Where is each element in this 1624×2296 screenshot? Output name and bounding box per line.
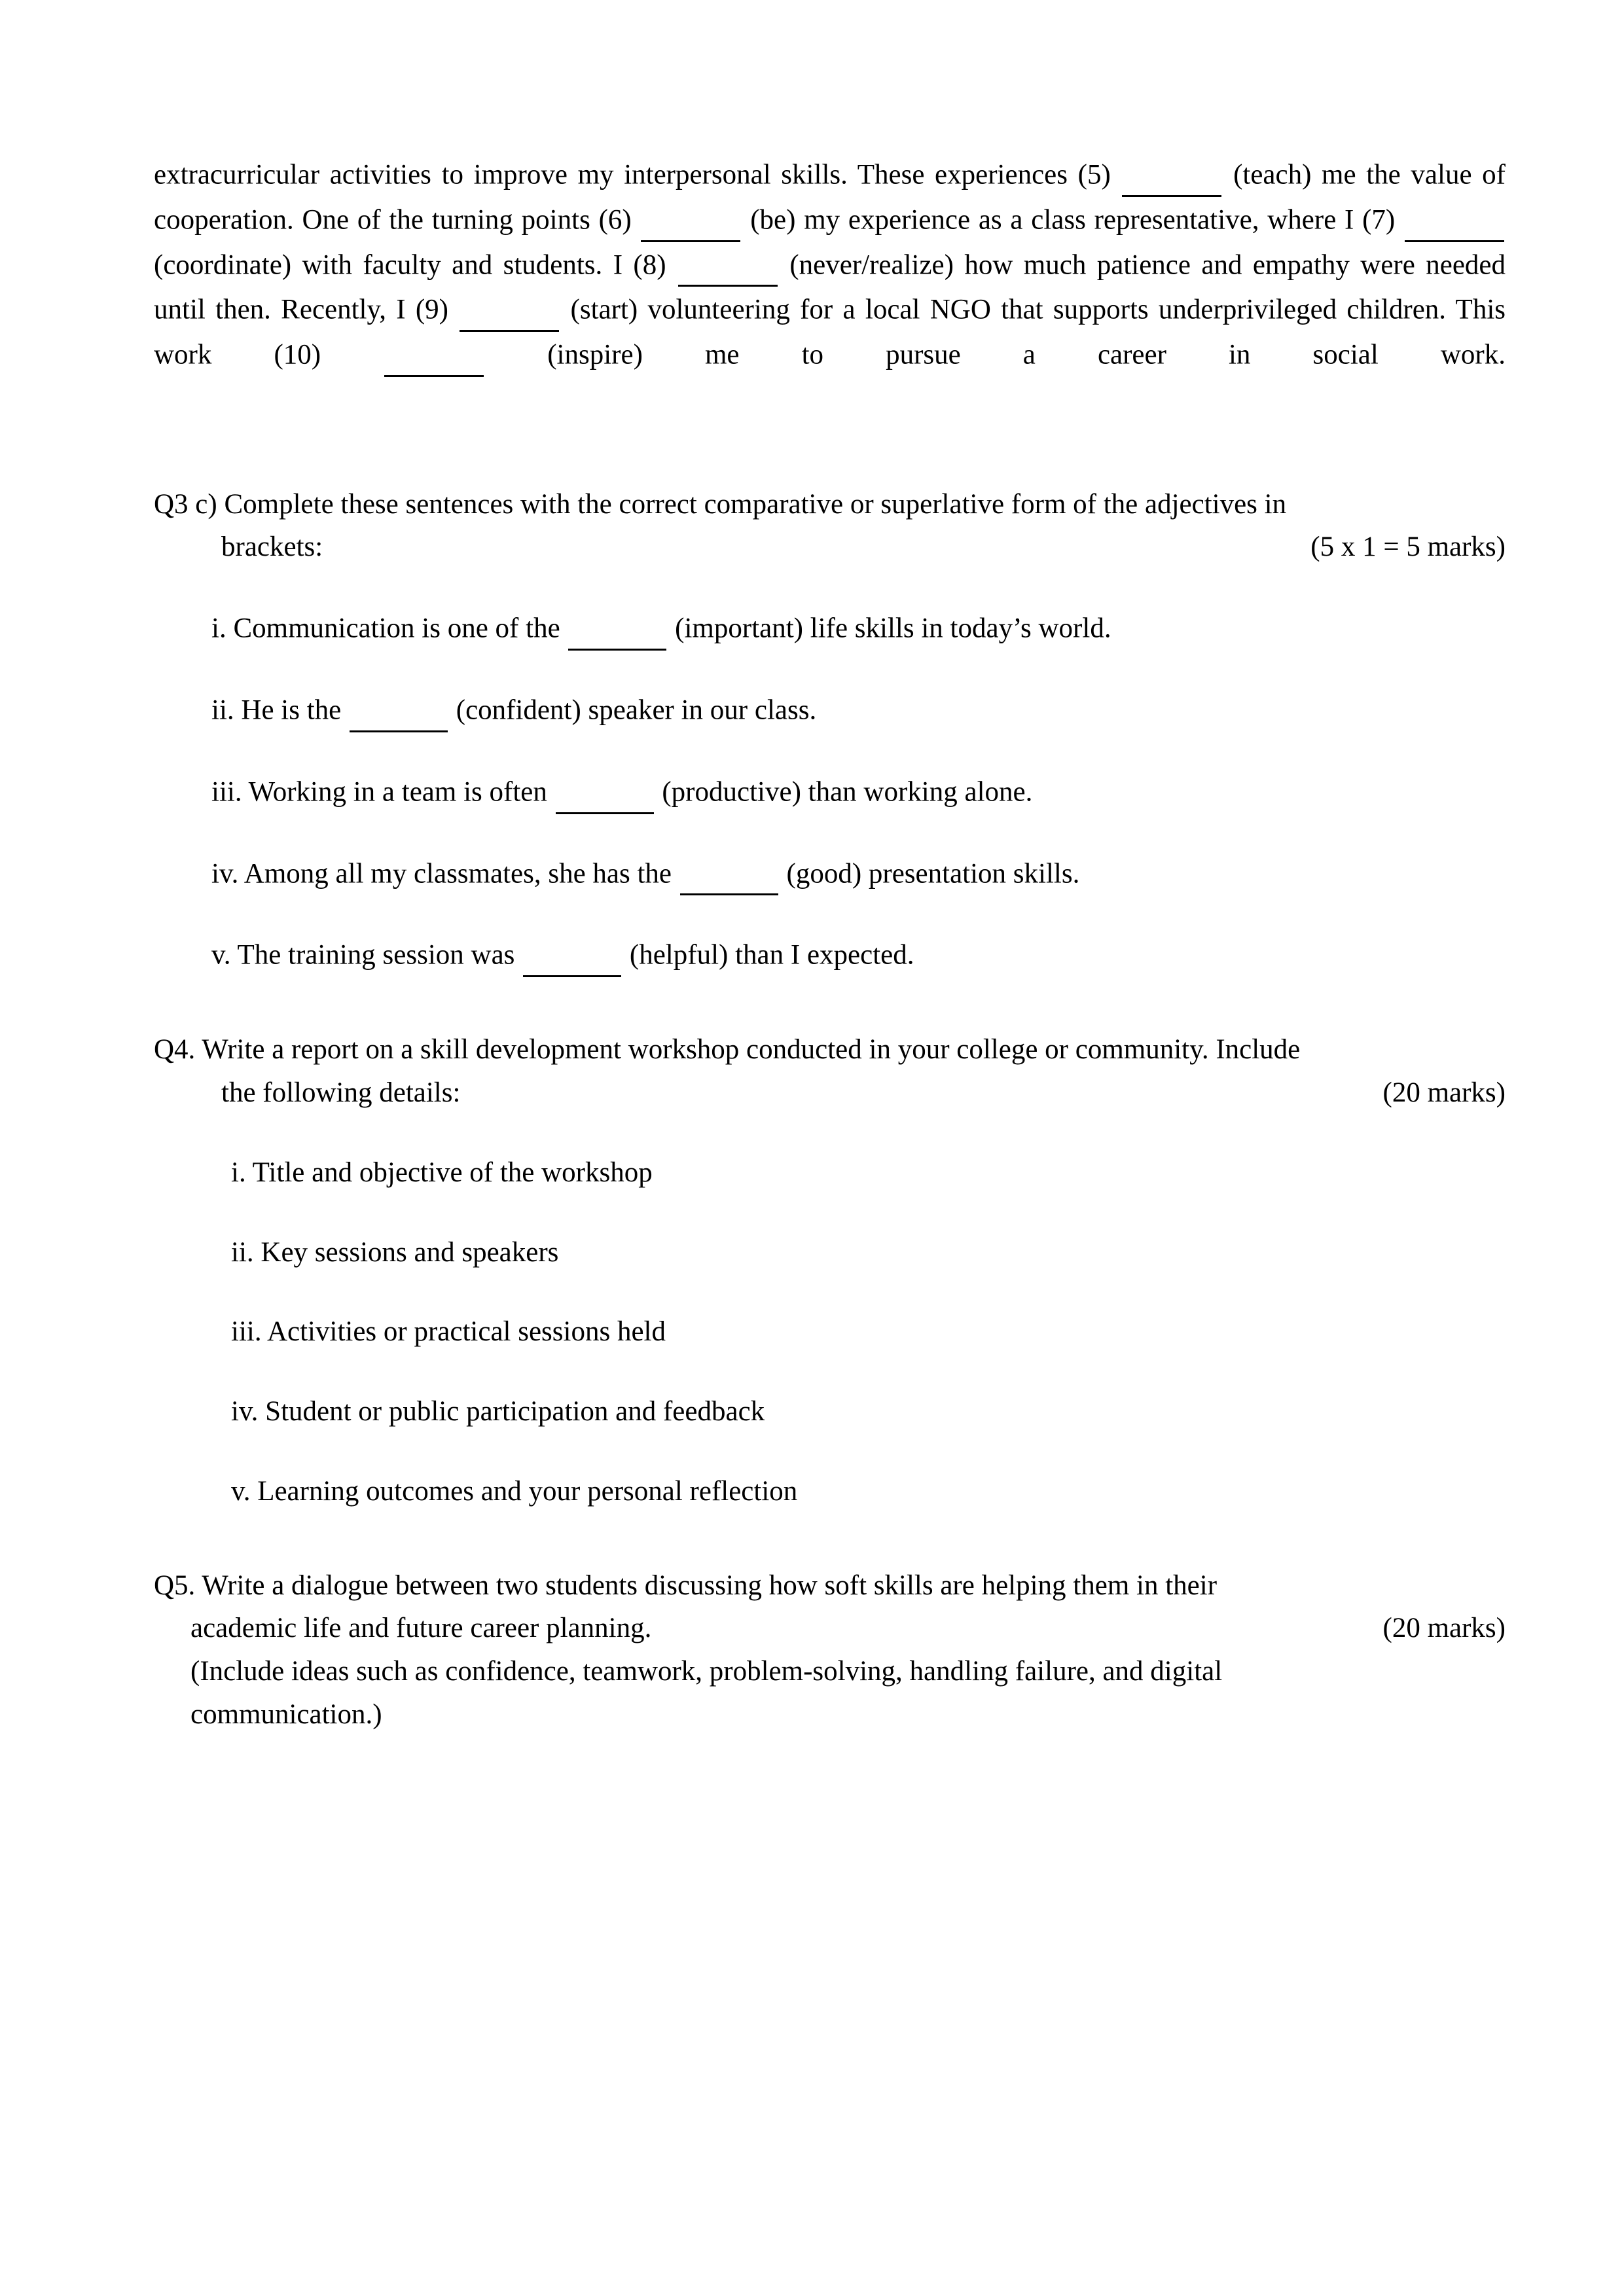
q3-heading-line-2-row [154,526,1506,569]
q3-list-item [211,687,1506,732]
cloze-paragraph [154,152,1506,420]
answer-blank[interactable] [556,769,654,814]
spacer [211,651,1506,687]
q3-item-text-before: Communication is one of the [226,613,568,644]
q3-list-item [211,932,1506,977]
paragraph-text-run: (inspire) me to pursue a career in social work. [485,339,1506,370]
spacer [211,814,1506,851]
q3-item-text-before: Among all my classmates, she has the [238,858,679,889]
answer-blank[interactable] [678,242,778,287]
q3-item-label: iii. [211,776,242,808]
paragraph-text-run: (never/realize) how much patience and empathy were needed until then. Recently, I (9) [154,249,1506,325]
question-q3 [154,483,1506,977]
paragraph-text-run: (teach) me the value of cooperation. One of the turning points (6) [154,159,1506,236]
answer-blank[interactable] [641,197,740,242]
q5-marks: (20 marks) [1382,1613,1506,1644]
q5-heading-line-1: Q5. Write a dialogue between two students discussing how soft skills are helping them in their [154,1570,1218,1601]
spacer [154,977,1506,1028]
q3-list-item [211,769,1506,814]
q5-note-line-1: (Include ideas such as confidence, teamwork, problem-solving, handling failure, and digital [190,1656,1223,1687]
paragraph-text-run: (start) volunteering for a local NGO that supports underprivileged children. This work (10) [154,294,1506,370]
q4-item-list [154,1151,1506,1513]
spacer [211,732,1506,769]
q5-note-line-2: communication.) [190,1698,382,1730]
q3-heading-line-2: brackets: [221,531,323,563]
document-body [154,152,1506,1736]
q4-heading-line-2: the following details: [221,1077,461,1108]
answer-blank[interactable] [568,605,666,651]
q3-item-label: iv. [211,858,239,889]
q3-list-item [211,851,1506,896]
q3-item-label: i. [211,613,226,644]
q4-list-item: v. Learning outcomes and your personal reflection [231,1475,798,1507]
q4-list-item: i. Title and objective of the workshop [231,1157,653,1188]
spacer [211,895,1506,932]
q3-marks: (5 x 1 = 5 marks) [1310,531,1506,563]
answer-blank[interactable] [523,932,621,977]
q4-marks: (20 marks) [1382,1077,1506,1108]
q3-item-label: v. [211,939,231,971]
q3-item-text-before: The training session was [230,939,522,971]
question-q5 [154,1564,1506,1736]
q4-heading-line-2-row [154,1071,1506,1115]
spacer [154,420,1506,483]
q3-item-text-before: He is the [234,694,349,726]
q4-heading-line-1: Q4. Write a report on a skill development workshop conducted in your college or community. Include [154,1034,1301,1066]
q3-item-text-after: (helpful) than I expected. [623,939,914,971]
q3-heading-line-1: Q3 c) Complete these sentences with the correct comparative or superlative form of the adjectives in [154,488,1287,520]
q4-list-item: ii. Key sessions and speakers [231,1236,559,1268]
answer-blank[interactable] [1405,197,1504,242]
question-q4 [154,1028,1506,1513]
q3-item-label: ii. [211,694,234,726]
spacer [231,1354,1506,1390]
answer-blank[interactable] [1122,152,1221,197]
spacer [231,1433,1506,1470]
q3-item-list [154,605,1506,977]
q3-item-text-after: (good) presentation skills. [779,858,1080,889]
spacer [154,1115,1506,1151]
q3-item-text-after: (productive) than working alone. [655,776,1033,808]
spacer [154,569,1506,605]
q4-list-item: iv. Student or public participation and feedback [231,1396,765,1427]
q3-item-text-before: Working in a team is often [242,776,554,808]
answer-blank[interactable] [460,287,559,332]
answer-blank[interactable] [384,332,484,377]
q3-list-item [211,605,1506,651]
answer-blank[interactable] [350,687,448,732]
spacer [231,1194,1506,1231]
paragraph-text-run: (be) my experience as a class representative, where I (7) [742,204,1403,236]
q4-list-item: iii. Activities or practical sessions held [231,1316,666,1348]
spacer [231,1274,1506,1310]
q5-heading-line-2: academic life and future career planning. [190,1613,652,1644]
answer-blank[interactable] [680,851,778,896]
q3-heading [154,483,1506,569]
paragraph-text-run: (coordinate) with faculty and students. I (8) [154,249,677,281]
paragraph-text-run: extracurricular activities to improve my interpersonal skills. These experiences (5) [154,159,1121,190]
q3-item-text-after: (confident) speaker in our class. [449,694,817,726]
q5-heading-line-2-row [154,1607,1506,1650]
q4-heading [154,1028,1506,1115]
spacer [154,1513,1506,1564]
q3-item-text-after: (important) life skills in today’s world. [668,613,1111,644]
